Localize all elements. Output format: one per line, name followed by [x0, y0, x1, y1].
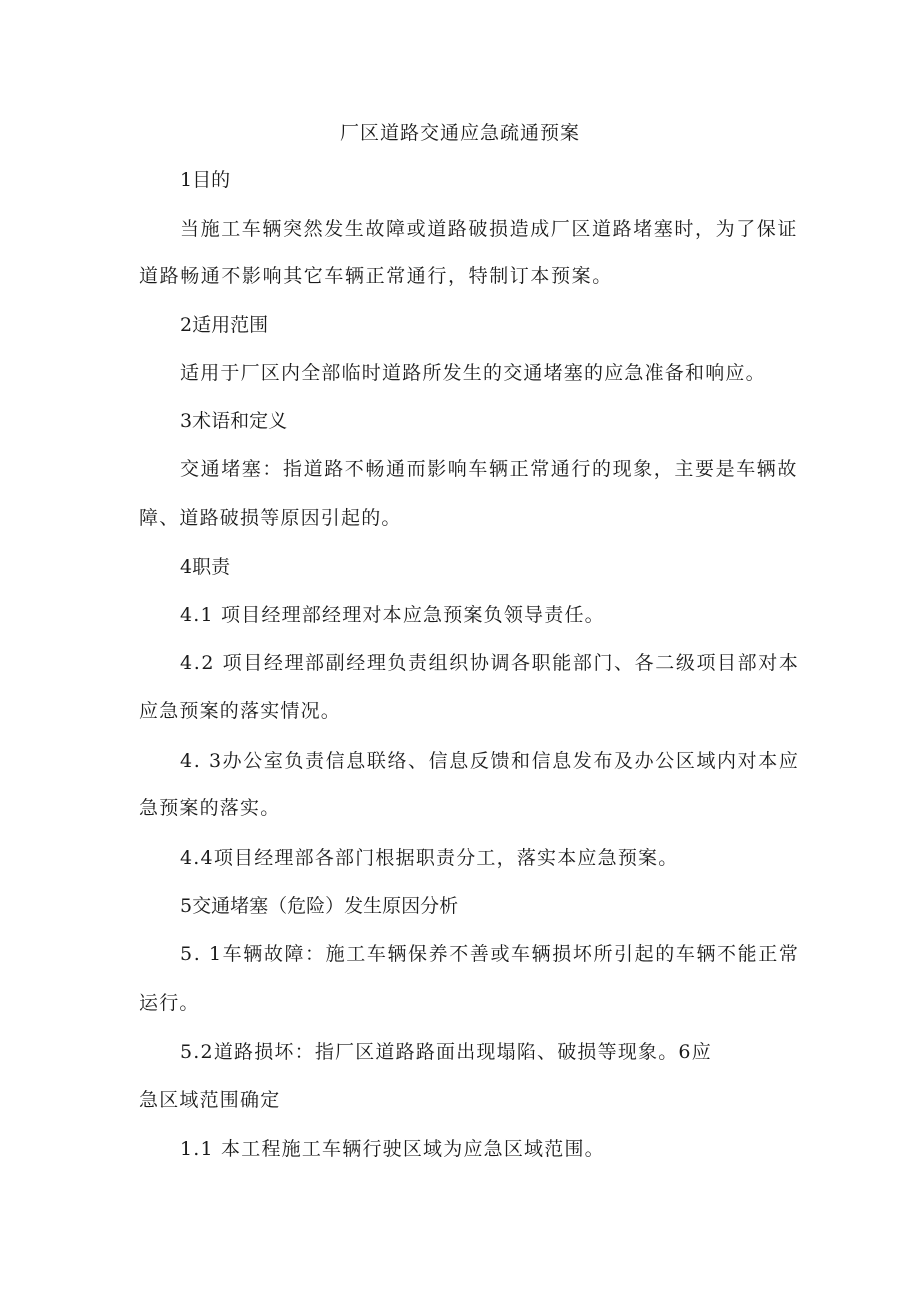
- paragraph-line: 急区域范围确定: [139, 1089, 281, 1111]
- heading-terms: 3术语和定义: [180, 410, 288, 432]
- paragraph-line: 道路畅通不影响其它车辆正常通行，特制订本预案。: [139, 265, 613, 287]
- paragraph-line: 交通堵塞：指道路不畅通而影响车辆正常通行的现象，主要是车辆故: [180, 458, 799, 480]
- heading-cause-analysis: 5交通堵塞（危险）发生原因分析: [180, 895, 459, 917]
- paragraph-line: 4.4项目经理部各部门根据职责分工，落实本应急预案。: [180, 847, 679, 869]
- heading-purpose: 1目的: [180, 169, 231, 191]
- heading-duties: 4职责: [180, 556, 231, 578]
- paragraph-line: 急预案的落实。: [139, 797, 281, 819]
- paragraph-line: 5.2道路损坏：指厂区道路路面出现塌陷、破损等现象。6应: [180, 1041, 712, 1063]
- paragraph-line: 4.1 项目经理部经理对本应急预案负领导责任。: [180, 604, 605, 626]
- paragraph-line: 当施工车辆突然发生故障或道路破损造成厂区道路堵塞时，为了保证: [180, 218, 799, 240]
- paragraph-line: 5. 1车辆故障：施工车辆保养不善或车辆损坏所引起的车辆不能正常: [180, 943, 800, 965]
- document-title: 厂区道路交通应急疏通预案: [339, 122, 580, 144]
- paragraph-line: 障、道路破损等原因引起的。: [139, 507, 402, 529]
- heading-scope: 2适用范围: [180, 314, 269, 336]
- paragraph-line: 应急预案的落实情况。: [139, 700, 342, 722]
- paragraph-line: 运行。: [139, 992, 200, 1014]
- paragraph-line: 4.2 项目经理部副经理负责组织协调各职能部门、各二级项目部对本: [180, 652, 800, 674]
- paragraph-line: 适用于厂区内全部临时道路所发生的交通堵塞的应急准备和响应。: [180, 362, 766, 384]
- paragraph-line: 4. 3办公室负责信息联络、信息反馈和信息发布及办公区域内对本应: [180, 750, 800, 772]
- paragraph-line: 1.1 本工程施工车辆行驶区域为应急区域范围。: [180, 1138, 605, 1160]
